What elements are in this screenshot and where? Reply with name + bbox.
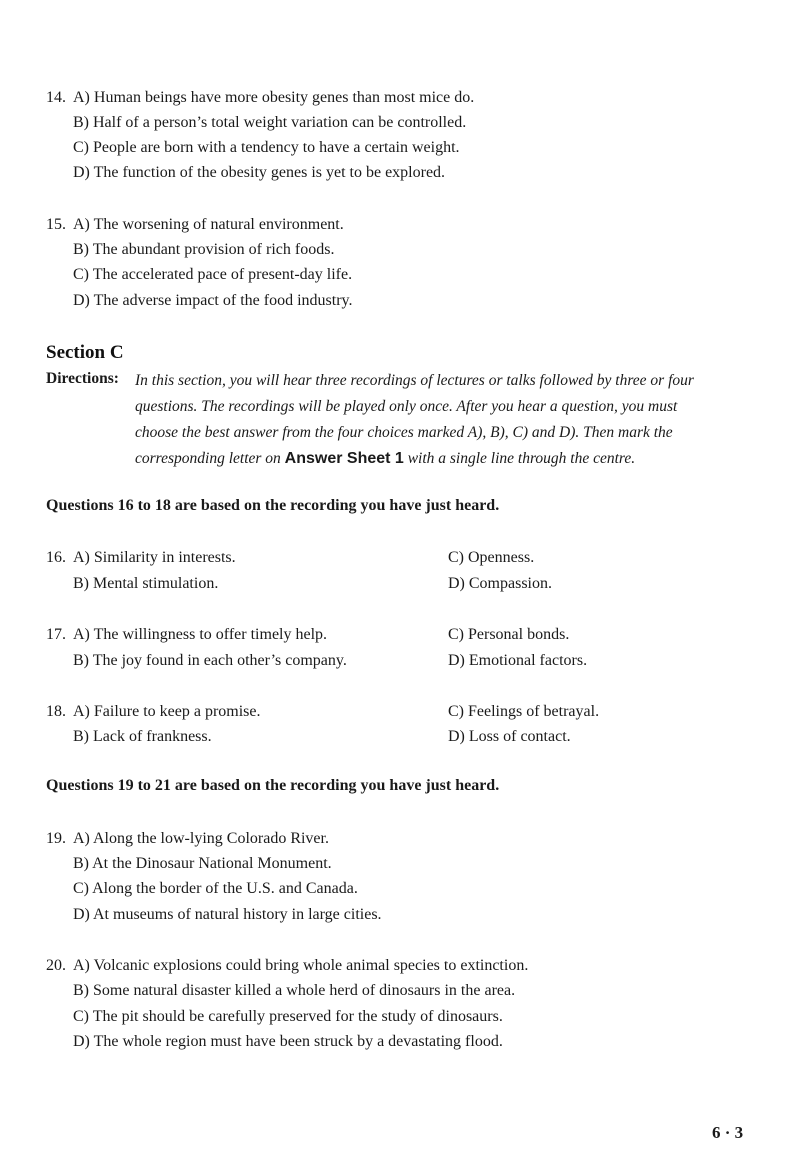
question-number: 20. (46, 957, 66, 974)
option-c: C) Along the border of the U.S. and Canada. (73, 880, 358, 897)
page-number: 6 · 3 (712, 1123, 744, 1142)
question-group-heading: Questions 19 to 21 are based on the recording you have just heard. (46, 777, 500, 794)
option-c: C) Feelings of betrayal. (448, 703, 600, 720)
option-b: B) Half of a person’s total weight variation can be controlled. (73, 114, 467, 131)
directions-text: with a single line through the centre. (403, 450, 636, 467)
option-a: A) Failure to keep a promise. (73, 703, 261, 720)
option-b: B) At the Dinosaur National Monument. (73, 855, 332, 872)
directions-line-3: choose the best answer from the four choices marked A), B), C) and D). Then mark the (135, 424, 673, 441)
option-d: D) The function of the obesity genes is yet to be explored. (73, 164, 446, 181)
option-d: D) At museums of natural history in large cities. (73, 906, 382, 923)
option-c: C) Personal bonds. (448, 626, 570, 643)
question-number: 16. (46, 549, 66, 566)
question-number: 14. (46, 89, 66, 106)
option-d: D) Emotional factors. (448, 652, 588, 669)
option-b: B) The abundant provision of rich foods. (73, 241, 335, 258)
directions-line-4 (135, 446, 635, 472)
option-c: C) The pit should be carefully preserved for the study of dinosaurs. (73, 1008, 503, 1025)
question-number: 17. (46, 626, 66, 643)
section-title: Section C (46, 342, 124, 363)
option-a: A) Human beings have more obesity genes than most mice do. (73, 89, 475, 106)
option-d: D) The adverse impact of the food industry. (73, 292, 353, 309)
directions-label: Directions: (46, 370, 119, 387)
option-d: D) The whole region must have been struck by a devastating flood. (73, 1033, 503, 1050)
option-b: B) Some natural disaster killed a whole herd of dinosaurs in the area. (73, 982, 516, 999)
question-group-heading: Questions 16 to 18 are based on the recording you have just heard. (46, 497, 500, 514)
option-a: A) The worsening of natural environment. (73, 216, 344, 233)
option-d: D) Loss of contact. (448, 728, 571, 745)
question-number: 15. (46, 216, 66, 233)
option-a: A) The willingness to offer timely help. (73, 626, 328, 643)
option-c: C) The accelerated pace of present-day life. (73, 266, 353, 283)
question-number: 18. (46, 703, 66, 720)
directions-line-2: questions. The recordings will be played only once. After you hear a question, you must (135, 398, 678, 415)
directions-line-1: In this section, you will hear three recordings of lectures or talks followed by three or four (135, 372, 694, 389)
option-b: B) Mental stimulation. (73, 575, 219, 592)
question-number: 19. (46, 830, 66, 847)
option-b: B) The joy found in each other’s company. (73, 652, 347, 669)
option-c: C) People are born with a tendency to have a certain weight. (73, 139, 460, 156)
option-a: A) Similarity in interests. (73, 549, 236, 566)
option-d: D) Compassion. (448, 575, 552, 592)
option-a: A) Volcanic explosions could bring whole animal species to extinction. (73, 957, 529, 974)
option-a: A) Along the low-lying Colorado River. (73, 830, 329, 847)
option-b: B) Lack of frankness. (73, 728, 212, 745)
option-c: C) Openness. (448, 549, 535, 566)
directions-text: corresponding letter on (135, 450, 285, 467)
answer-sheet-label: Answer Sheet 1 (284, 450, 404, 467)
